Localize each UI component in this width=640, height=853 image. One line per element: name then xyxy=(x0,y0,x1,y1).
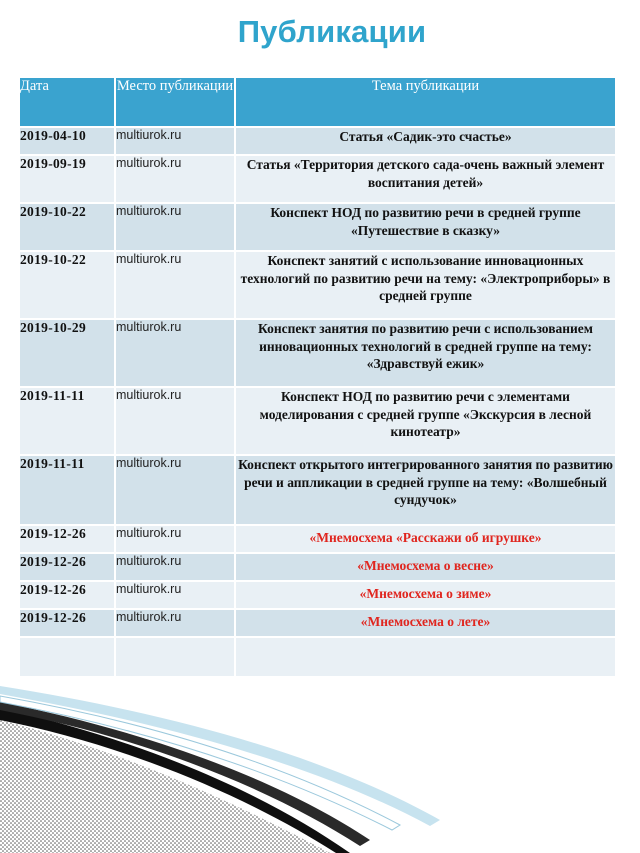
cell-place: multiurok.ru xyxy=(115,319,235,387)
cell-topic: Конспект занятия по развитию речи с использованием инновационных технологий в средней группе на тему: «Здравствуй ежик» xyxy=(235,319,616,387)
cell-topic: Конспект НОД по развитию речи с элементами моделирования с средней группе «Экскурсия в лесной кинотеатр» xyxy=(235,387,616,455)
table-row xyxy=(19,127,616,155)
cell-topic: «Мнемосхема «Расскажи об игрушке» xyxy=(235,525,616,553)
column-header-place: Место публикации xyxy=(115,77,235,127)
cell-date: 2019-12-26 xyxy=(19,609,115,637)
decorative-swoosh xyxy=(0,680,640,853)
cell-place: multiurok.ru xyxy=(115,203,235,251)
cell-place: multiurok.ru xyxy=(115,251,235,319)
cell-date xyxy=(19,637,115,677)
cell-topic: «Мнемосхема о лете» xyxy=(235,609,616,637)
cell-date: 2019-10-22 xyxy=(19,251,115,319)
cell-topic: Статья «Садик-это счастье» xyxy=(235,127,616,155)
cell-date: 2019-10-22 xyxy=(19,203,115,251)
cell-date: 2019-12-26 xyxy=(19,525,115,553)
table-header-row xyxy=(19,77,616,127)
table-row xyxy=(19,251,616,319)
cell-place: multiurok.ru xyxy=(115,155,235,203)
table-row xyxy=(19,387,616,455)
cell-date: 2019-11-11 xyxy=(19,455,115,525)
table-row xyxy=(19,581,616,609)
cell-topic: «Мнемосхема о весне» xyxy=(235,553,616,581)
cell-place: multiurok.ru xyxy=(115,609,235,637)
column-header-topic: Тема публикации xyxy=(235,77,616,127)
cell-place: multiurok.ru xyxy=(115,581,235,609)
cell-date: 2019-12-26 xyxy=(19,553,115,581)
table-row xyxy=(19,455,616,525)
cell-place: multiurok.ru xyxy=(115,455,235,525)
cell-date: 2019-04-10 xyxy=(19,127,115,155)
column-header-date: Дата xyxy=(19,77,115,127)
cell-topic: «Мнемосхема о зиме» xyxy=(235,581,616,609)
table-row xyxy=(19,203,616,251)
cell-date: 2019-10-29 xyxy=(19,319,115,387)
cell-date: 2019-09-19 xyxy=(19,155,115,203)
cell-place: multiurok.ru xyxy=(115,553,235,581)
cell-place: multiurok.ru xyxy=(115,127,235,155)
page-title: Публикации xyxy=(237,14,427,49)
cell-topic xyxy=(235,637,616,677)
cell-date: 2019-11-11 xyxy=(19,387,115,455)
table-row xyxy=(19,525,616,553)
cell-topic: Конспект занятий с использование инновационных технологий по развитию речи на тему: «Электроприборы» в средней группе xyxy=(235,251,616,319)
cell-topic: Конспект НОД по развитию речи в средней группе «Путешествие в сказку» xyxy=(235,203,616,251)
table-row xyxy=(19,319,616,387)
table-row xyxy=(19,609,616,637)
table-row xyxy=(19,637,616,677)
cell-topic: Статья «Территория детского сада-очень важный элемент воспитания детей» xyxy=(235,155,616,203)
cell-date: 2019-12-26 xyxy=(19,581,115,609)
cell-topic: Конспект открытого интегрированного занятия по развитию речи и аппликации в средней группе на тему: «Волшебный сундучок» xyxy=(235,455,616,525)
table-row xyxy=(19,553,616,581)
publications-table xyxy=(18,76,617,678)
cell-place xyxy=(115,637,235,677)
cell-place: multiurok.ru xyxy=(115,525,235,553)
table-row xyxy=(19,155,616,203)
cell-place: multiurok.ru xyxy=(115,387,235,455)
